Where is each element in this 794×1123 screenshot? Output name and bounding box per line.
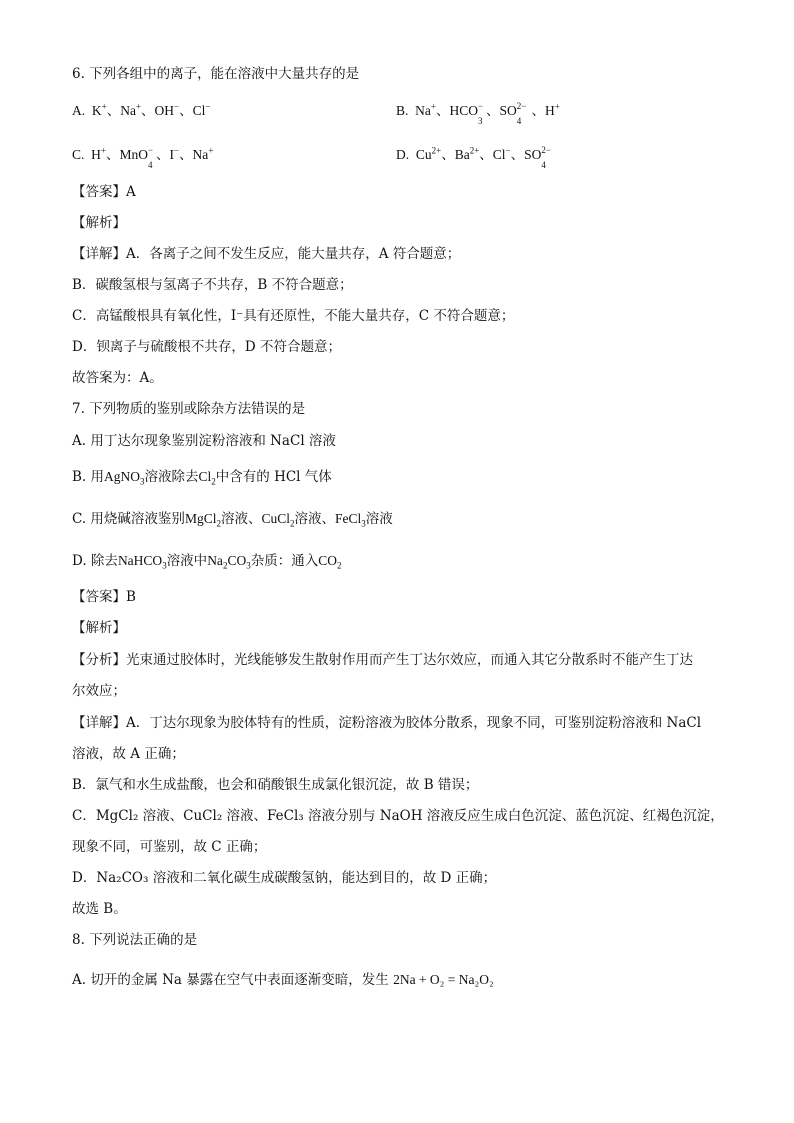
q7-detail-1a: 【详解】A．丁达尔现象为胶体特有的性质，淀粉溶液为胶体分散系，现象不同，可鉴别淀粉溶液和 NaCl [72, 715, 702, 731]
q7-stem: 7. 下列物质的鉴别或除杂方法错误的是 [72, 401, 306, 417]
q7-analysis-2: 尔效应； [72, 683, 126, 699]
q7-answer: 【答案】B [72, 589, 136, 605]
q6-option-b: B. Na+、HCO − 3 、SO 2− 4 、H+ [396, 100, 560, 126]
q6-analysis-heading: 【解析】 [72, 215, 126, 231]
option-b-text-end: 中含有的 HCl 气体 [215, 469, 332, 485]
q6-detail-1: 【详解】A．各离子之间不发生反应，能大量共存，A 符合题意； [72, 246, 461, 262]
option-label: C. [72, 147, 85, 162]
q6-detail-4: D．钡离子与硫酸根不共存，D 不符合题意； [72, 339, 341, 355]
option-a-prefix: A. 切开的金属 Na 暴露在空气中表面逐渐变暗，发生 [72, 972, 389, 988]
q7-detail-2: B．氯气和水生成盐酸，也会和硝酸银生成氯化银沉淀，故 B 错误； [72, 777, 479, 793]
option-label: D. [396, 147, 410, 162]
option-c-prefix: C. 用烧碱溶液鉴别 [72, 511, 185, 527]
option-label: B. [396, 103, 409, 118]
q6-stem: 6. 下列各组中的离子，能在溶液中大量共存的是 [72, 66, 360, 82]
chemical-equation: 2Na + O₂ = Na₂O₂ [393, 972, 494, 987]
q7-conclusion: 故选 B。 [72, 901, 127, 917]
q7-option-b: B. 用AgNO$_3$溶液除去$Cl_2$中含有的 HCl 气体 [72, 469, 332, 487]
q7-option-d: D. 除去NaHCO$_3$溶液中$Na_2CO_3$杂质：通入$CO_2$ [72, 553, 342, 571]
option-d-prefix: D. 除去 [72, 553, 118, 569]
q8-option-a [72, 970, 494, 990]
option-b-text: 溶液除去 [144, 469, 199, 485]
option-b-prefix: B. 用 [72, 469, 105, 485]
option-d-text: 溶液中 [166, 553, 208, 569]
q6-option-c: C. H+、MnO − 4 、I−、Na+ [72, 144, 214, 170]
q6-answer: 【答案】A [72, 184, 136, 200]
option-c-end: 溶液 [365, 511, 393, 527]
q7-detail-3b: 现象不同，可鉴别，故 C 正确； [72, 839, 267, 855]
q7-option-c: C. 用烧碱溶液鉴别MgCl$_2$溶液、CuCl$_2$溶液、FeCl$_3$溶液 [72, 511, 393, 529]
q7-analysis-heading: 【解析】 [72, 620, 126, 636]
q7-detail-1b: 溶液，故 A 正确； [72, 746, 185, 762]
q6-detail-3: C．高锰酸根具有氧化性，I⁻具有还原性，不能大量共存，C 不符合题意； [72, 308, 515, 324]
q7-option-a: A. 用丁达尔现象鉴别淀粉溶液和 NaCl 溶液 [72, 433, 336, 449]
option-d-text: 杂质：通入 [250, 553, 319, 569]
q6-option-d: D. $Cu^{2+}$、$Ba^{2+}$、Cl−、SO 2− 4 [396, 144, 551, 170]
q7-detail-3a: C．MgCl₂ 溶液、CuCl₂ 溶液、FeCl₃ 溶液分别与 NaOH 溶液反应生成白色沉淀、蓝色沉淀、红褐色沉淀， [72, 808, 724, 824]
q7-detail-4: D．Na₂CO₃ 溶液和二氧化碳生成碳酸氢钠，能达到目的，故 D 正确； [72, 870, 497, 886]
option-label: A. [72, 103, 86, 118]
q6-conclusion: 故答案为：A。 [72, 370, 163, 386]
q7-analysis-1: 【分析】光束通过胶体时，光线能够发生散射作用而产生丁达尔效应，而通入其它分散系时不能产生丁达 [72, 652, 693, 668]
option-c-sep: 溶液、 [294, 511, 335, 527]
option-c-sep: 溶液、 [220, 511, 262, 527]
q8-stem: 8. 下列说法正确的是 [72, 932, 198, 948]
q6-detail-2: B．碳酸氢根与氢离子不共存，B 不符合题意； [72, 277, 353, 293]
q6-option-a: A. K+、Na+、OH−、Cl− [72, 101, 211, 118]
